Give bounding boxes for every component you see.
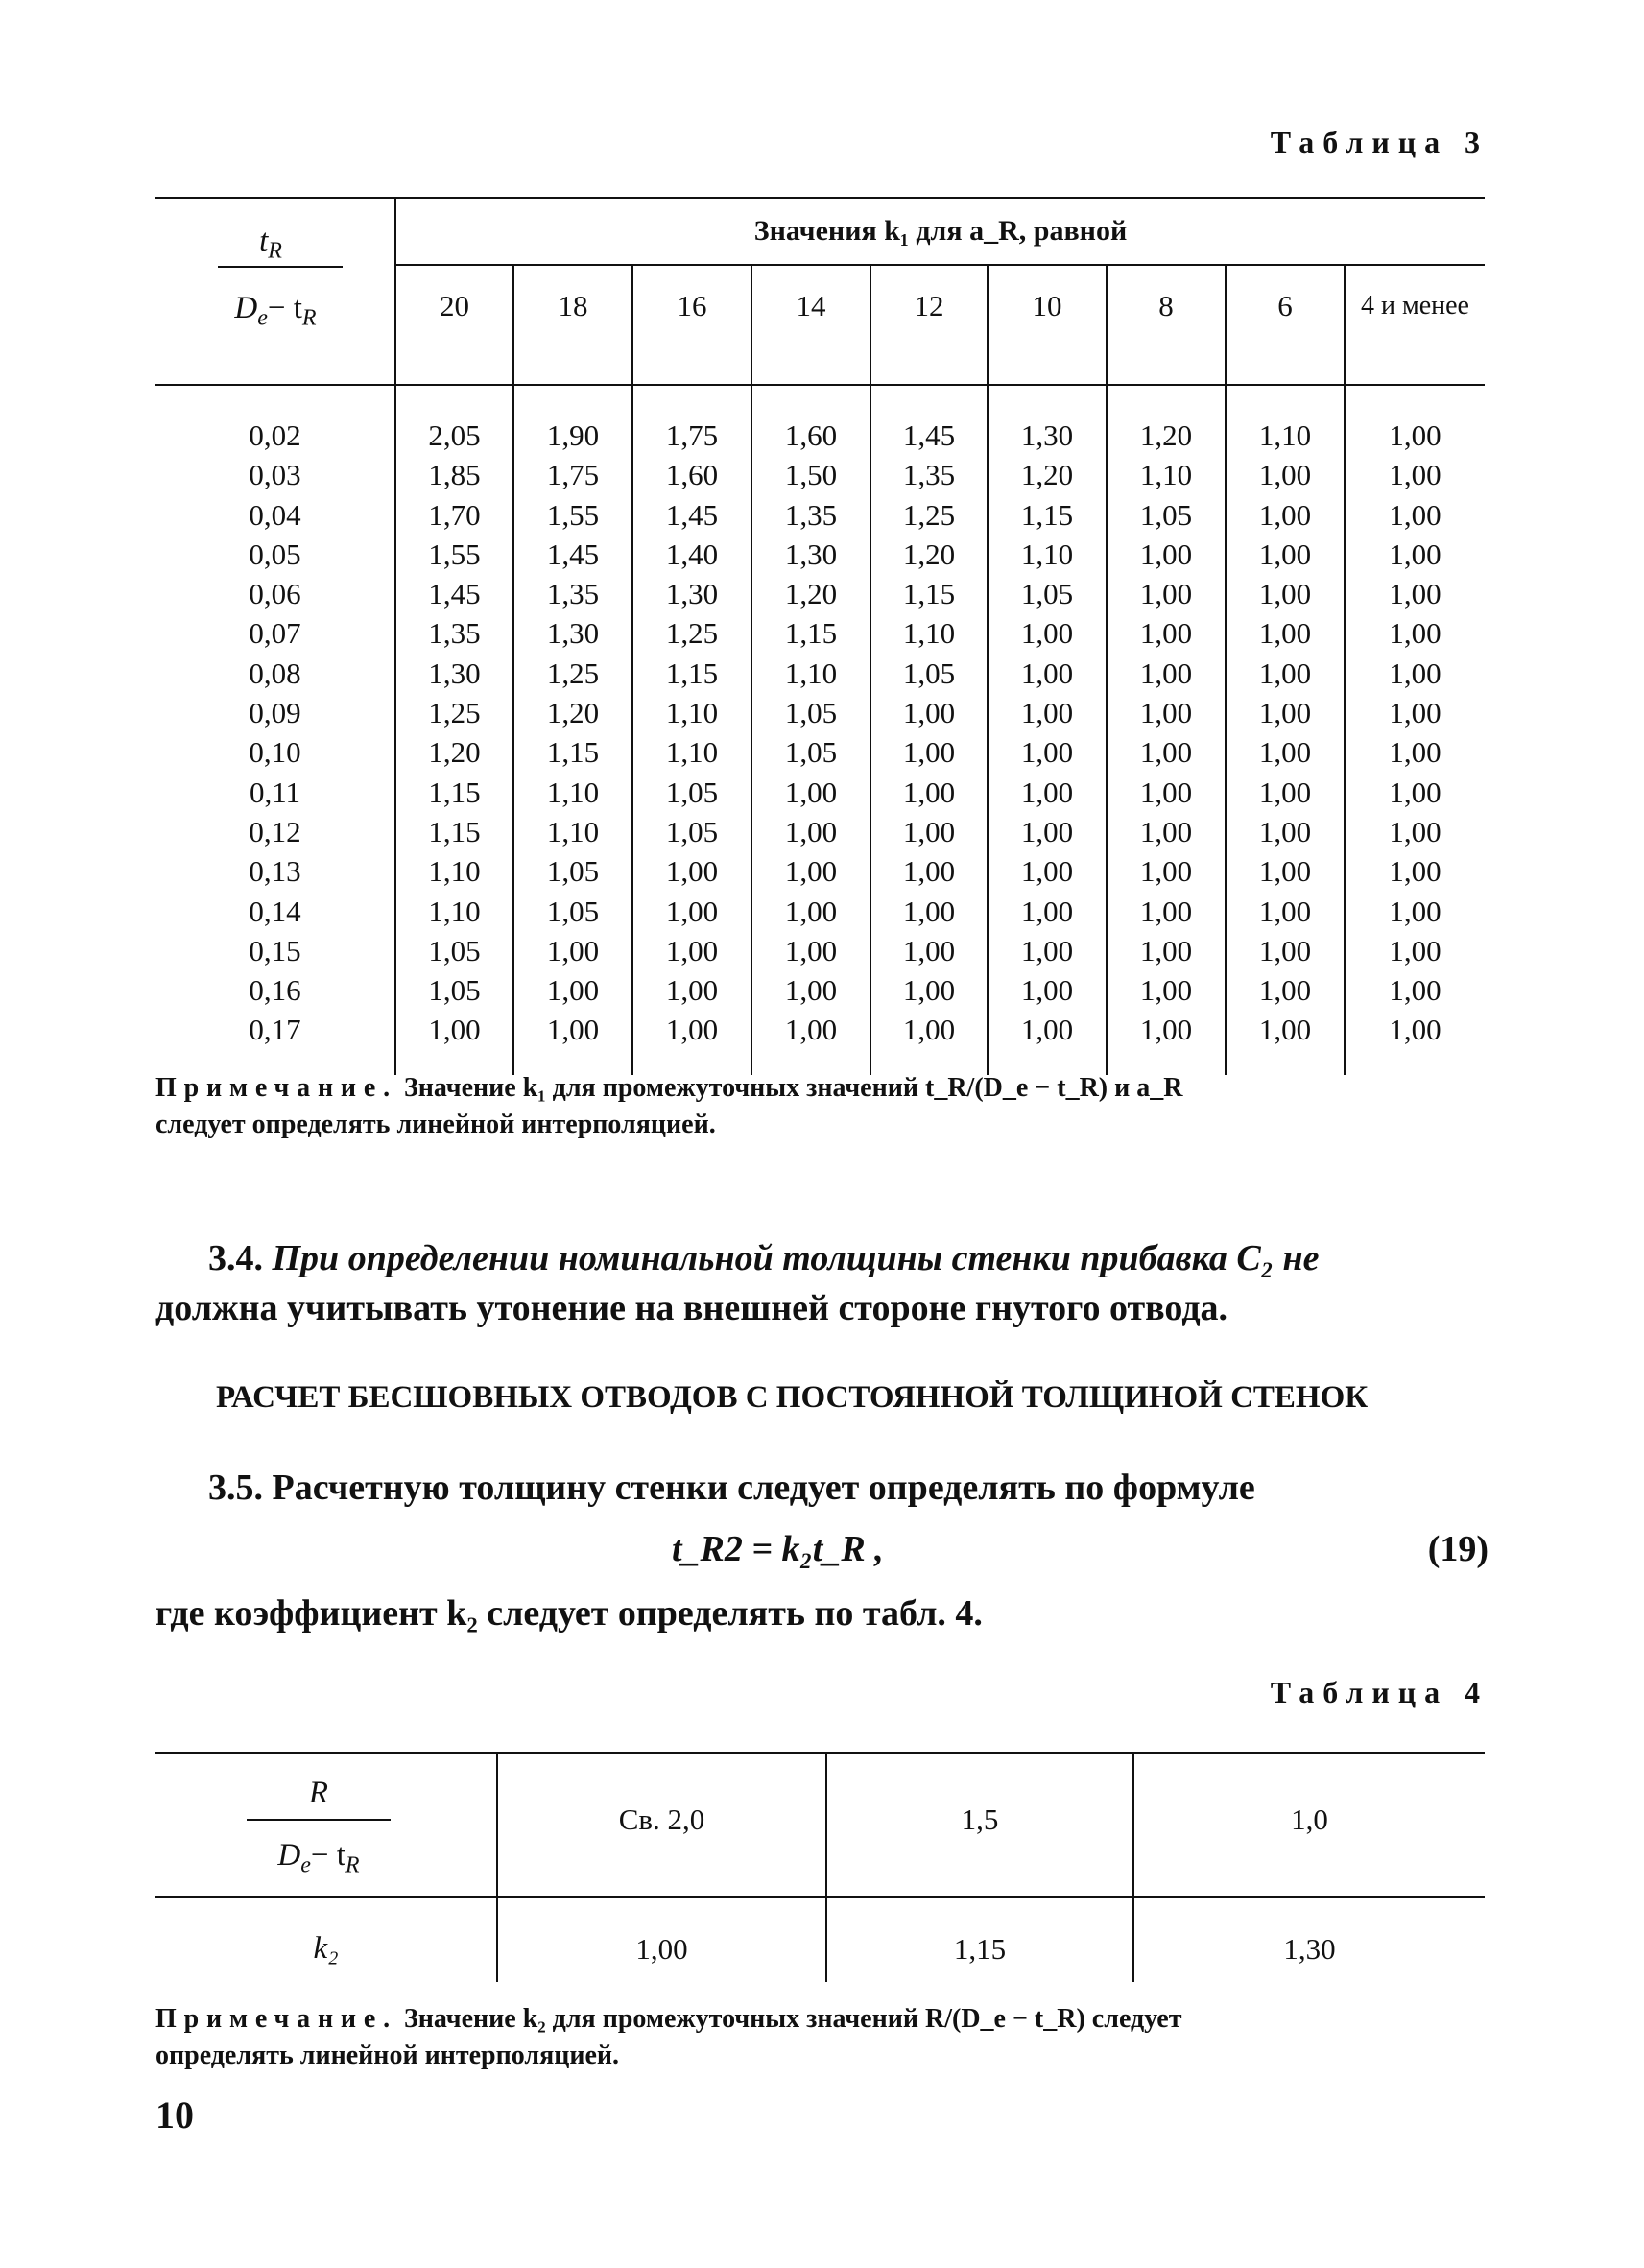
table3-cell: 1,00 [1020, 894, 1074, 928]
table3-cell: 1,45 [546, 537, 600, 571]
table4-note [155, 2001, 1494, 2074]
table4-header-denominator: $D_e- t_R$ [277, 1838, 360, 1878]
table3-cell: 1,20 [902, 537, 956, 571]
paragraph-3-5-line2: где коэффициент k₂ следует определять по табл. 4. [155, 1593, 983, 1634]
table4-caption: Таблица 4 [1270, 1675, 1489, 1709]
table3-cell: 1,00 [1139, 814, 1193, 848]
table3-cell: 1,05 [428, 973, 481, 1008]
table3-row-label: 0,10 [249, 735, 301, 770]
table3-cell: 1,20 [1139, 418, 1193, 452]
table3-cell: 1,15 [428, 814, 481, 848]
table3-column [1227, 416, 1344, 1050]
table3-row-label: 0,17 [249, 1013, 301, 1047]
table3-cell: 1,00 [1020, 616, 1074, 651]
table3-cell: 1,00 [902, 735, 956, 770]
table3-row-label: 0,11 [249, 775, 301, 809]
table3-cell: 1,00 [1020, 973, 1074, 1008]
table3-cell: 1,00 [1139, 775, 1193, 809]
table3-column [514, 416, 631, 1050]
table3-cell: 1,00 [1258, 973, 1312, 1008]
table3-cell: 1,00 [902, 814, 956, 848]
table3-note-line1: Значение k₁ для промежуточных значений t_R/(D_e − t_R) и a_R [404, 1073, 1183, 1103]
table3-cell: 1,00 [1389, 497, 1441, 532]
table3-column-header: 6 [1277, 289, 1293, 322]
table3-cell: 1,20 [1020, 458, 1074, 492]
table3-cell: 1,00 [1258, 537, 1312, 571]
table3-cell: 1,00 [1139, 696, 1193, 730]
table3-cell: 1,05 [546, 894, 600, 928]
table3-cell: 1,10 [784, 656, 838, 690]
table3-column [1346, 416, 1485, 1050]
table3-cell: 1,00 [1020, 854, 1074, 889]
table3-cell: 1,00 [902, 854, 956, 889]
table3-cell: 1,00 [1389, 616, 1441, 651]
table3-cell: 1,00 [1139, 537, 1193, 571]
formula-19: t_R2 = k₂t_R , [672, 1529, 884, 1569]
table3-row-label: 0,15 [249, 933, 301, 967]
table3-column-header: 20 [440, 289, 469, 322]
table3-cell: 1,00 [1020, 775, 1074, 809]
table3-cell: 1,35 [784, 497, 838, 532]
table3-cell: 1,20 [546, 696, 600, 730]
paragraph-3-4-line2: должна учитывать утонение на внешней стороне гнутого отвода. [155, 1288, 1228, 1328]
table3-cell: 1,10 [1139, 458, 1193, 492]
table3-cell: 1,15 [428, 775, 481, 809]
table3-cell: 1,00 [1389, 577, 1441, 611]
table3-cell: 1,10 [1020, 537, 1074, 571]
table4-cell: 1,15 [953, 1932, 1007, 1966]
table3-cell: 2,05 [428, 418, 481, 452]
table3-cell: 1,00 [784, 854, 838, 889]
table3-row-label: 0,02 [249, 418, 301, 452]
table4-header-rule [155, 1896, 1485, 1898]
table3-row-labels [155, 416, 394, 1050]
table3-cell: 1,00 [1258, 656, 1312, 690]
table3-cell: 1,35 [546, 577, 600, 611]
table3-cell: 1,00 [428, 1013, 481, 1047]
table3-cell: 1,30 [546, 616, 600, 651]
table4-col-header: 1,5 [961, 1802, 999, 1836]
table3-cell: 1,45 [428, 577, 481, 611]
table3-cell: 1,00 [784, 933, 838, 967]
table3-cell: 1,00 [546, 1013, 600, 1047]
table3-cell: 1,00 [1258, 933, 1312, 967]
table3-column [396, 416, 512, 1050]
table3-group-rule [394, 264, 1485, 266]
table3-row-label: 0,12 [249, 814, 301, 848]
table3-column-header: 18 [558, 289, 588, 322]
table3-column [871, 416, 987, 1050]
table3-cell: 1,45 [665, 497, 719, 532]
table3-cell: 1,00 [1389, 696, 1441, 730]
table3-group-header: Значения k₁ для a_R, равной [753, 215, 1128, 247]
table3-cell: 1,05 [428, 933, 481, 967]
table3-row-label: 0,09 [249, 696, 301, 730]
page-number: 10 [155, 2093, 194, 2137]
table3-row-label: 0,13 [249, 854, 301, 889]
table3-cell: 1,00 [784, 814, 838, 848]
table3-cell: 1,00 [665, 854, 719, 889]
table3-cell: 1,00 [665, 1013, 719, 1047]
table4-row-label: k₂ [313, 1931, 339, 1966]
table3-row-label: 0,06 [249, 577, 301, 611]
table3-column-header: 10 [1032, 289, 1062, 322]
table3-cell: 1,55 [428, 537, 481, 571]
table3-cell: 1,05 [784, 696, 838, 730]
table3-cell: 1,00 [1389, 933, 1441, 967]
table3-cell: 1,30 [428, 656, 481, 690]
table3-cell: 1,00 [784, 973, 838, 1008]
table3-cell: 1,00 [1020, 696, 1074, 730]
table3-row-label: 0,05 [249, 537, 301, 571]
table3-cell: 1,00 [1389, 854, 1441, 889]
table3-cell: 1,00 [1258, 775, 1312, 809]
table3-cell: 1,30 [784, 537, 838, 571]
table4-cell: 1,30 [1283, 1932, 1336, 1966]
table3-cell: 1,00 [1139, 735, 1193, 770]
table4-note-label: Примечание. [155, 2004, 398, 2034]
table3-cell: 1,00 [1389, 418, 1441, 452]
table3-cell: 1,50 [784, 458, 838, 492]
table3-cell: 1,00 [1258, 735, 1312, 770]
table3-column-header: 14 [796, 289, 826, 322]
table3-cell: 1,00 [1139, 1013, 1193, 1047]
table3-cell: 1,00 [1258, 497, 1312, 532]
table3-cell: 1,05 [1139, 497, 1193, 532]
paragraph-3-5-line1: 3.5. Расчетную толщину стенки следует определять по формуле [208, 1468, 1255, 1508]
table4-header-numerator: R [308, 1776, 329, 1810]
table3-cell: 1,30 [1020, 418, 1074, 452]
table3-cell: 1,05 [546, 854, 600, 889]
table3-cell: 1,00 [902, 933, 956, 967]
table3-cell: 1,10 [428, 894, 481, 928]
table3-column-header: 8 [1158, 289, 1174, 322]
table4-note-line1: Значение k₂ для промежуточных значений R/(D_e − t_R) следует [404, 2004, 1182, 2034]
table3-cell: 1,75 [665, 418, 719, 452]
table3-cell: 1,00 [1258, 814, 1312, 848]
table3-cell: 1,40 [665, 537, 719, 571]
table3-cell: 1,00 [902, 696, 956, 730]
table4-top-rule [155, 1752, 1485, 1754]
table3-cell: 1,00 [902, 775, 956, 809]
table3-cell: 1,15 [784, 616, 838, 651]
table3-cell: 1,00 [1139, 656, 1193, 690]
table3-column [752, 416, 870, 1050]
table3-cell: 1,00 [1139, 894, 1193, 928]
table3-cell: 1,00 [1020, 814, 1074, 848]
table3-cell: 1,70 [428, 497, 481, 532]
table3-cell: 1,75 [546, 458, 600, 492]
table3-cell: 1,00 [1389, 894, 1441, 928]
table3-cell: 1,35 [428, 616, 481, 651]
table3-column-header: 12 [914, 289, 944, 322]
table3-cell: 1,25 [428, 696, 481, 730]
table3-cell: 1,00 [665, 933, 719, 967]
table3-cell: 1,00 [1389, 458, 1441, 492]
table3-stub-fraction-bar [218, 266, 343, 268]
table4-col-header: 1,0 [1291, 1802, 1328, 1836]
table3-cell: 1,00 [1389, 735, 1441, 770]
table3-cell: 1,60 [665, 458, 719, 492]
table3-cell: 1,00 [902, 973, 956, 1008]
table3-cell: 1,00 [1139, 973, 1193, 1008]
table3-caption: Таблица 3 [1270, 125, 1489, 159]
table3-cell: 1,25 [546, 656, 600, 690]
table3-top-rule [155, 197, 1485, 199]
table3-cell: 1,05 [665, 775, 719, 809]
table3-cell: 1,10 [546, 775, 600, 809]
table3-cell: 1,00 [902, 1013, 956, 1047]
table3-cell: 1,00 [665, 973, 719, 1008]
table3-cell: 1,00 [546, 933, 600, 967]
table3-stub-numerator: $t_R$ [259, 224, 282, 264]
table3-cell: 1,45 [902, 418, 956, 452]
section-heading: РАСЧЕТ БЕСШОВНЫХ ОТВОДОВ С ПОСТОЯННОЙ ТОЛЩИНОЙ СТЕНОК [216, 1380, 1369, 1415]
table3-cell: 1,00 [1139, 616, 1193, 651]
paragraph-3-4-number: 3.4. [208, 1238, 263, 1278]
table3-cell: 1,15 [665, 656, 719, 690]
table3-cell: 1,05 [784, 735, 838, 770]
table3-cell: 1,25 [665, 616, 719, 651]
table3-cell: 1,10 [428, 854, 481, 889]
table3-note-line2: следует определять линейной интерполяцией. [155, 1110, 716, 1139]
table3-cell: 1,60 [784, 418, 838, 452]
table4 [155, 1752, 1485, 1982]
paragraph-3-4-line1: При определении номинальной толщины стенки прибавка C₂ не [272, 1238, 1320, 1278]
table3-cell: 1,00 [1139, 933, 1193, 967]
paragraph-3-4 [155, 1233, 1494, 1333]
table3-row-label: 0,07 [249, 616, 301, 651]
table4-note-line2: определять линейной интерполяцией. [155, 2041, 620, 2070]
table3-cell: 1,00 [1389, 656, 1441, 690]
table3-stub-denominator: $D_e- t_R$ [234, 291, 317, 331]
table3-row-label: 0,04 [249, 497, 301, 532]
table3-cell: 1,00 [546, 973, 600, 1008]
table3-column [989, 416, 1106, 1050]
table3-row-label: 0,03 [249, 458, 301, 492]
table3-cell: 1,30 [665, 577, 719, 611]
table3-column [1108, 416, 1225, 1050]
table3-cell: 1,00 [1258, 854, 1312, 889]
table3-cell: 1,15 [902, 577, 956, 611]
table3-cell: 1,15 [1020, 497, 1074, 532]
table3-cell: 1,00 [1389, 973, 1441, 1008]
table3-cell: 1,20 [428, 735, 481, 770]
table3-cell: 1,00 [1258, 616, 1312, 651]
table3-row-label: 0,14 [249, 894, 301, 928]
table3-cell: 1,00 [1139, 854, 1193, 889]
table3-row-label: 0,08 [249, 656, 301, 690]
table3-cell: 1,00 [1389, 814, 1441, 848]
table3-column [633, 416, 751, 1050]
table3-cell: 1,00 [1020, 735, 1074, 770]
table3-cell: 1,10 [1258, 418, 1312, 452]
table3-cell: 1,90 [546, 418, 600, 452]
table3-cell: 1,05 [665, 814, 719, 848]
table3-cell: 1,00 [1389, 1013, 1441, 1047]
table3-row-label: 0,16 [249, 973, 301, 1008]
table3-cell: 1,00 [1258, 696, 1312, 730]
table3-cell: 1,00 [1389, 775, 1441, 809]
table3-cell: 1,00 [784, 1013, 838, 1047]
table3-cell: 1,20 [784, 577, 838, 611]
table3-cell: 1,00 [1020, 1013, 1074, 1047]
table3-cell: 1,25 [902, 497, 956, 532]
table3-cell: 1,10 [665, 696, 719, 730]
table3-cell: 1,10 [665, 735, 719, 770]
table3-cell: 1,00 [1020, 656, 1074, 690]
table3-cell: 1,10 [546, 814, 600, 848]
table3-note [155, 1070, 1489, 1143]
table3-cell: 1,00 [1389, 537, 1441, 571]
table3-cell: 1,55 [546, 497, 600, 532]
table3-cell: 1,85 [428, 458, 481, 492]
formula-number: (19) [1427, 1529, 1489, 1569]
table4-col-header: Св. 2,0 [618, 1802, 705, 1836]
table3-cell: 1,00 [1139, 577, 1193, 611]
table3-cell: 1,00 [1258, 1013, 1312, 1047]
table3-cell: 1,00 [784, 775, 838, 809]
table3-cell: 1,10 [902, 616, 956, 651]
table4-header-fraction-bar [247, 1819, 391, 1821]
table3-cell: 1,35 [902, 458, 956, 492]
table3-header-rule [155, 384, 1485, 386]
table3-column-header: 16 [677, 289, 707, 322]
table4-cell: 1,00 [635, 1932, 688, 1966]
table3-cell: 1,00 [902, 894, 956, 928]
table3-note-label: Примечание. [155, 1073, 398, 1103]
table3-cell: 1,15 [546, 735, 600, 770]
table3-cell: 1,00 [1258, 894, 1312, 928]
table3-cell: 1,00 [1258, 577, 1312, 611]
table3-cell: 1,00 [1020, 933, 1074, 967]
table3-cell: 1,00 [784, 894, 838, 928]
table3-cell: 1,00 [665, 894, 719, 928]
table3 [155, 197, 1485, 1075]
table3-cell: 1,00 [1258, 458, 1312, 492]
table3-column-header: 4 и менее [1361, 291, 1469, 321]
table3-cell: 1,05 [902, 656, 956, 690]
table3-cell: 1,05 [1020, 577, 1074, 611]
